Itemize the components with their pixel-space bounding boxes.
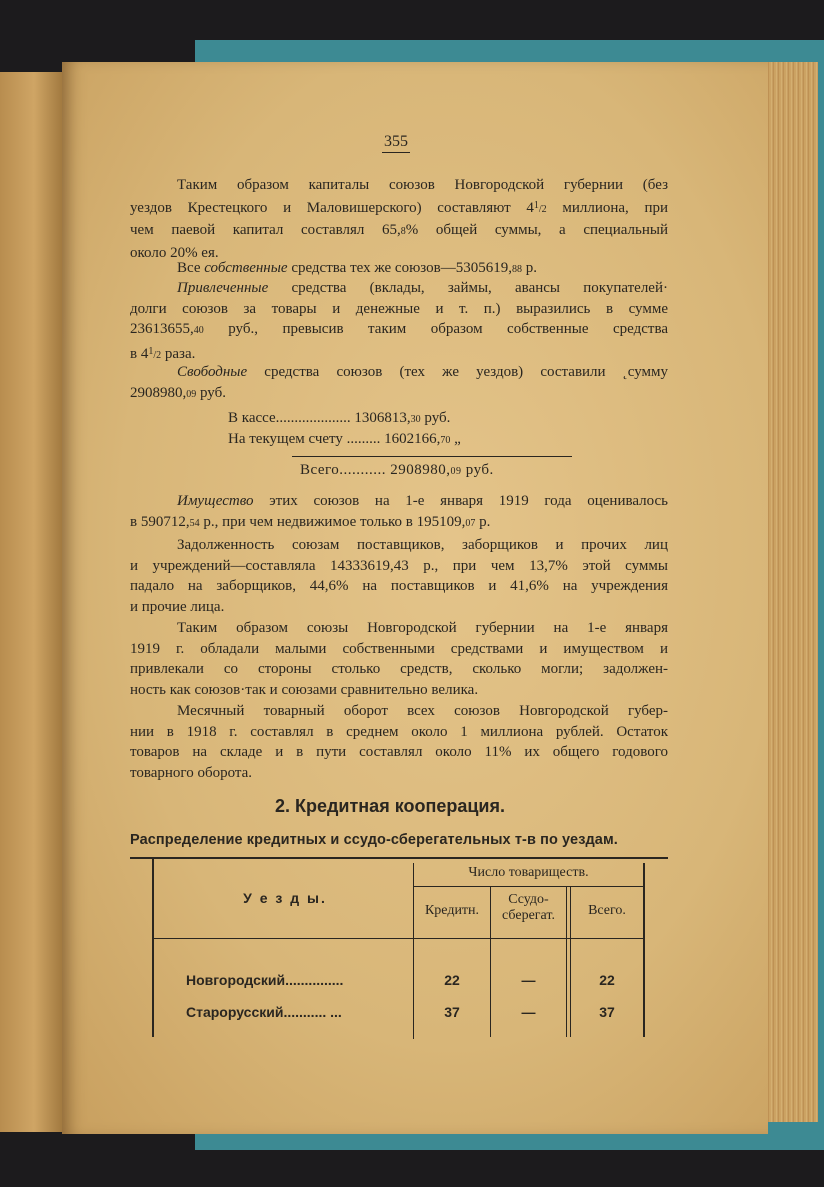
paragraph-borrowed-funds (130, 278, 668, 366)
paragraph-capital (130, 175, 668, 263)
text-line: около 20% ея. (130, 244, 219, 261)
text-line: и прочие лица. (130, 598, 225, 615)
table-header-rule (154, 938, 643, 939)
table-cell: 37 (599, 1004, 615, 1020)
paragraph-debts (130, 535, 668, 617)
header-ssudo: Ссудо- сберегат. (502, 892, 555, 923)
header-vsego: Всего. (588, 903, 626, 918)
text-line: 23613655,40 руб., превысив таким образом собственные средства (130, 321, 668, 337)
cash-row: В кассе.................... 1306813,30 руб. (228, 410, 451, 426)
text-line: Привлеченные средства (вклады, займы, авансы покупателей· (177, 280, 668, 296)
text-line: чем паевой капитал составлял 65,8% общей суммы, а специальный (130, 222, 668, 238)
text-line: ность как союзов·так и союзами сравнительно велика. (130, 681, 479, 698)
text-line: 1919 г. обладали малыми собственными средствами и имуществом и (130, 640, 668, 657)
table-left-rule (152, 859, 154, 1037)
table-top-rule (130, 857, 668, 859)
page-edges (760, 62, 818, 1122)
text-line: Имущество этих союзов на 1-е января 1919 года оценивалось (177, 493, 668, 509)
text-line: Задолженность союзам поставщиков, заборщиков и прочих лиц (177, 537, 668, 553)
text-line: привлекали со стороны столько средств, сколько могли; задолжен- (130, 661, 668, 677)
total-row: Всего........... 2908980,09 руб. (300, 462, 494, 478)
table-group-rule (414, 886, 643, 887)
table-cell: 22 (599, 972, 615, 988)
text-line: Месячный товарный оборот всех союзов Новгородской губер- (177, 703, 668, 719)
current-account-row: На текущем счету ......... 1602166,70 „ (228, 431, 461, 447)
text-line: Свободные средства союзов (тех же уездов) составили ˛сумму (177, 364, 668, 380)
section-heading: 2. Кредитная кооперация. (275, 796, 505, 816)
text-line: Таким образом союзы Новгородской губернии на 1-е января (177, 620, 668, 636)
left-page-edge (0, 72, 62, 1132)
table-cell: 37 (444, 1004, 460, 1020)
table-col-rule (566, 887, 567, 1037)
text-line: Таким образом капиталы союзов Новгородской губернии (без (177, 177, 668, 193)
text-line: в 590712,54 р., при чем недвижимое только в 195109,07 р. (130, 513, 491, 530)
table-cell: 22 (444, 972, 460, 988)
text-line: 2908980,09 руб. (130, 384, 226, 401)
text-line: и учреждений—составляла 14333619,43 р., при чем 13,7% этой суммы (130, 557, 668, 574)
header-kredit: Кредитн. (424, 903, 480, 918)
text-line: долги союзов за товары и денежные и т. п.) выразились в сумме (130, 300, 668, 317)
text-line: нии в 1918 г. составлял в среднем около 1 миллиона рублей. Остаток (130, 723, 668, 740)
paragraph-property (130, 491, 668, 534)
table-right-rule (643, 863, 645, 1037)
text-line: Все собственные средства тех же союзов—5305619,88 р. (177, 260, 537, 276)
header-group: Число товариществ. (468, 865, 589, 880)
text-line: падало на заборщиков, 44,6% на поставщиков и 41,6% на учреждения (130, 578, 668, 594)
paragraph-conclusion (130, 618, 668, 700)
text-line: товаров на складе и в пути составлял около 11% их общего годового (130, 744, 668, 760)
table-row-label: Новгородский............... (186, 972, 344, 988)
page-number: 355 (382, 133, 410, 153)
table-title: Распределение кредитных и ссудо-сберегательных т-в по уездам. (130, 832, 618, 848)
header-uezdy: У е з д ы. (243, 890, 327, 906)
text-line: товарного оборота. (130, 764, 253, 781)
text-line: уездов Крестецкого и Маловишерского) составляют $4^1/2$ миллиона, при (130, 199, 668, 216)
table-cell: — (521, 972, 536, 988)
table-cell: — (521, 1004, 536, 1020)
sum-rule (292, 456, 572, 457)
text-line: в $4^1/2$ раза. (130, 345, 196, 362)
paragraph-free-funds (130, 362, 668, 405)
paragraph-turnover (130, 701, 668, 783)
table-row-label: Старорусский........... ... (186, 1004, 342, 1020)
